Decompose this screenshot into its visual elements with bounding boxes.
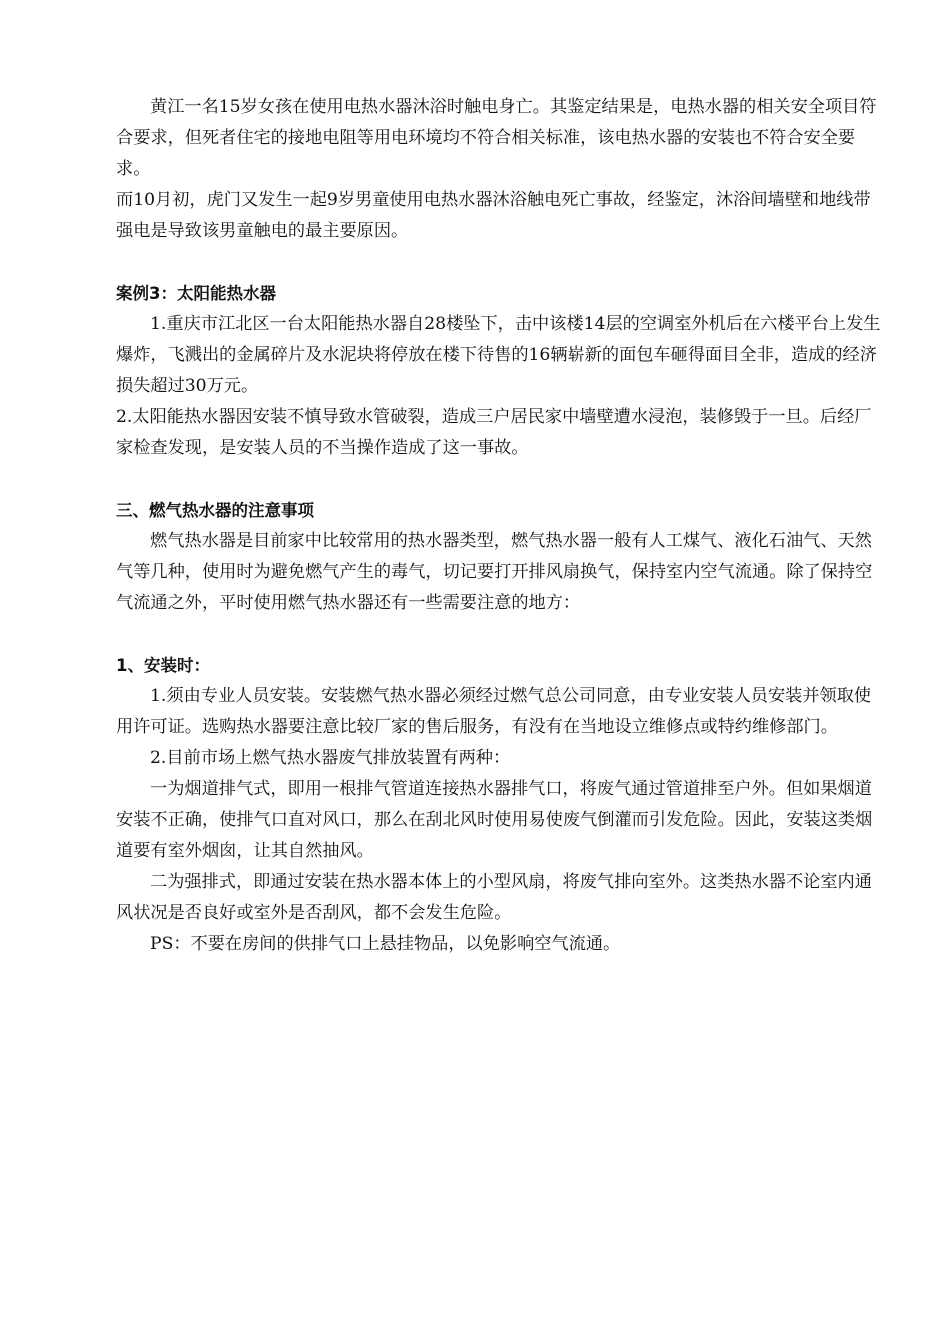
spacer (116, 247, 882, 278)
paragraph-humen-case: 而10月初，虎门又发生一起9岁男童使用电热水器沐浴触电死亡事故，经鉴定，沐浴间墙壁和地线带强电是导致该男童触电的最主要原因。 (116, 190, 871, 241)
paragraph-huangjiang-case: 黄江一名15岁女孩在使用电热水器沐浴时触电身亡。其鉴定结果是，电热水器的相关安全项目符合要求，但死者住宅的接地电阻等用电环境均不符合相关标准，该电热水器的安装也不符合安全要求。 (116, 97, 877, 179)
document-page (116, 92, 882, 960)
paragraph-ps-note: PS：不要在房间的供排气口上悬挂物品，以免影响空气流通。 (150, 934, 621, 954)
paragraph-exhaust-types: 2.目前市场上燃气热水器废气排放装置有两种： (150, 748, 511, 768)
heading-case-3: 案例3：太阳能热水器 (116, 284, 276, 303)
paragraph-gas-heater-intro: 燃气热水器是目前家中比较常用的热水器类型，燃气热水器一般有人工煤气、液化石油气、天然气等几种，使用时为避免燃气产生的毒气，切记要打开排风扇换气，保持室内空气流通。除了保持空气流通之外，平时使用燃气热水器还有一些需要注意的地方： (116, 531, 873, 613)
paragraph-chongqing-case: 1.重庆市江北区一台太阳能热水器自28楼坠下，击中该楼14层的空调室外机后在六楼平台上发生爆炸，飞溅出的金属碎片及水泥块将停放在楼下待售的16辆崭新的面包车砸得面目全非，造成的经济损失超过30万元。 (116, 314, 881, 396)
paragraph-forced-type: 二为强排式，即通过安装在热水器本体上的小型风扇，将废气排向室外。这类热水器不论室内通风状况是否良好或室外是否刮风，都不会发生危险。 (116, 872, 872, 923)
paragraph-professional-install: 1.须由专业人员安装。安装燃气热水器必须经过燃气总公司同意，由专业安装人员安装并领取使用许可证。选购热水器要注意比较厂家的售后服务，有没有在当地设立维修点或特约维修部门。 (116, 686, 872, 737)
spacer (116, 619, 882, 650)
paragraph-flue-type: 一为烟道排气式，即用一根排气管道连接热水器排气口，将废气通过管道排至户外。但如果烟道安装不正确，使排气口直对风口，那么在刮北风时使用易使废气倒灌而引发危险。因此，安装这类烟道要有室外烟囱，让其自然抽风。 (116, 779, 873, 861)
spacer (116, 464, 882, 495)
paragraph-pipe-burst-case: 2.太阳能热水器因安装不慎导致水管破裂，造成三户居民家中墙壁遭水浸泡，装修毁于一旦。后经厂家检查发现，是安装人员的不当操作造成了这一事故。 (116, 407, 872, 458)
heading-section-3: 三、燃气热水器的注意事项 (116, 501, 314, 520)
heading-installation: 1、安装时： (116, 656, 210, 675)
